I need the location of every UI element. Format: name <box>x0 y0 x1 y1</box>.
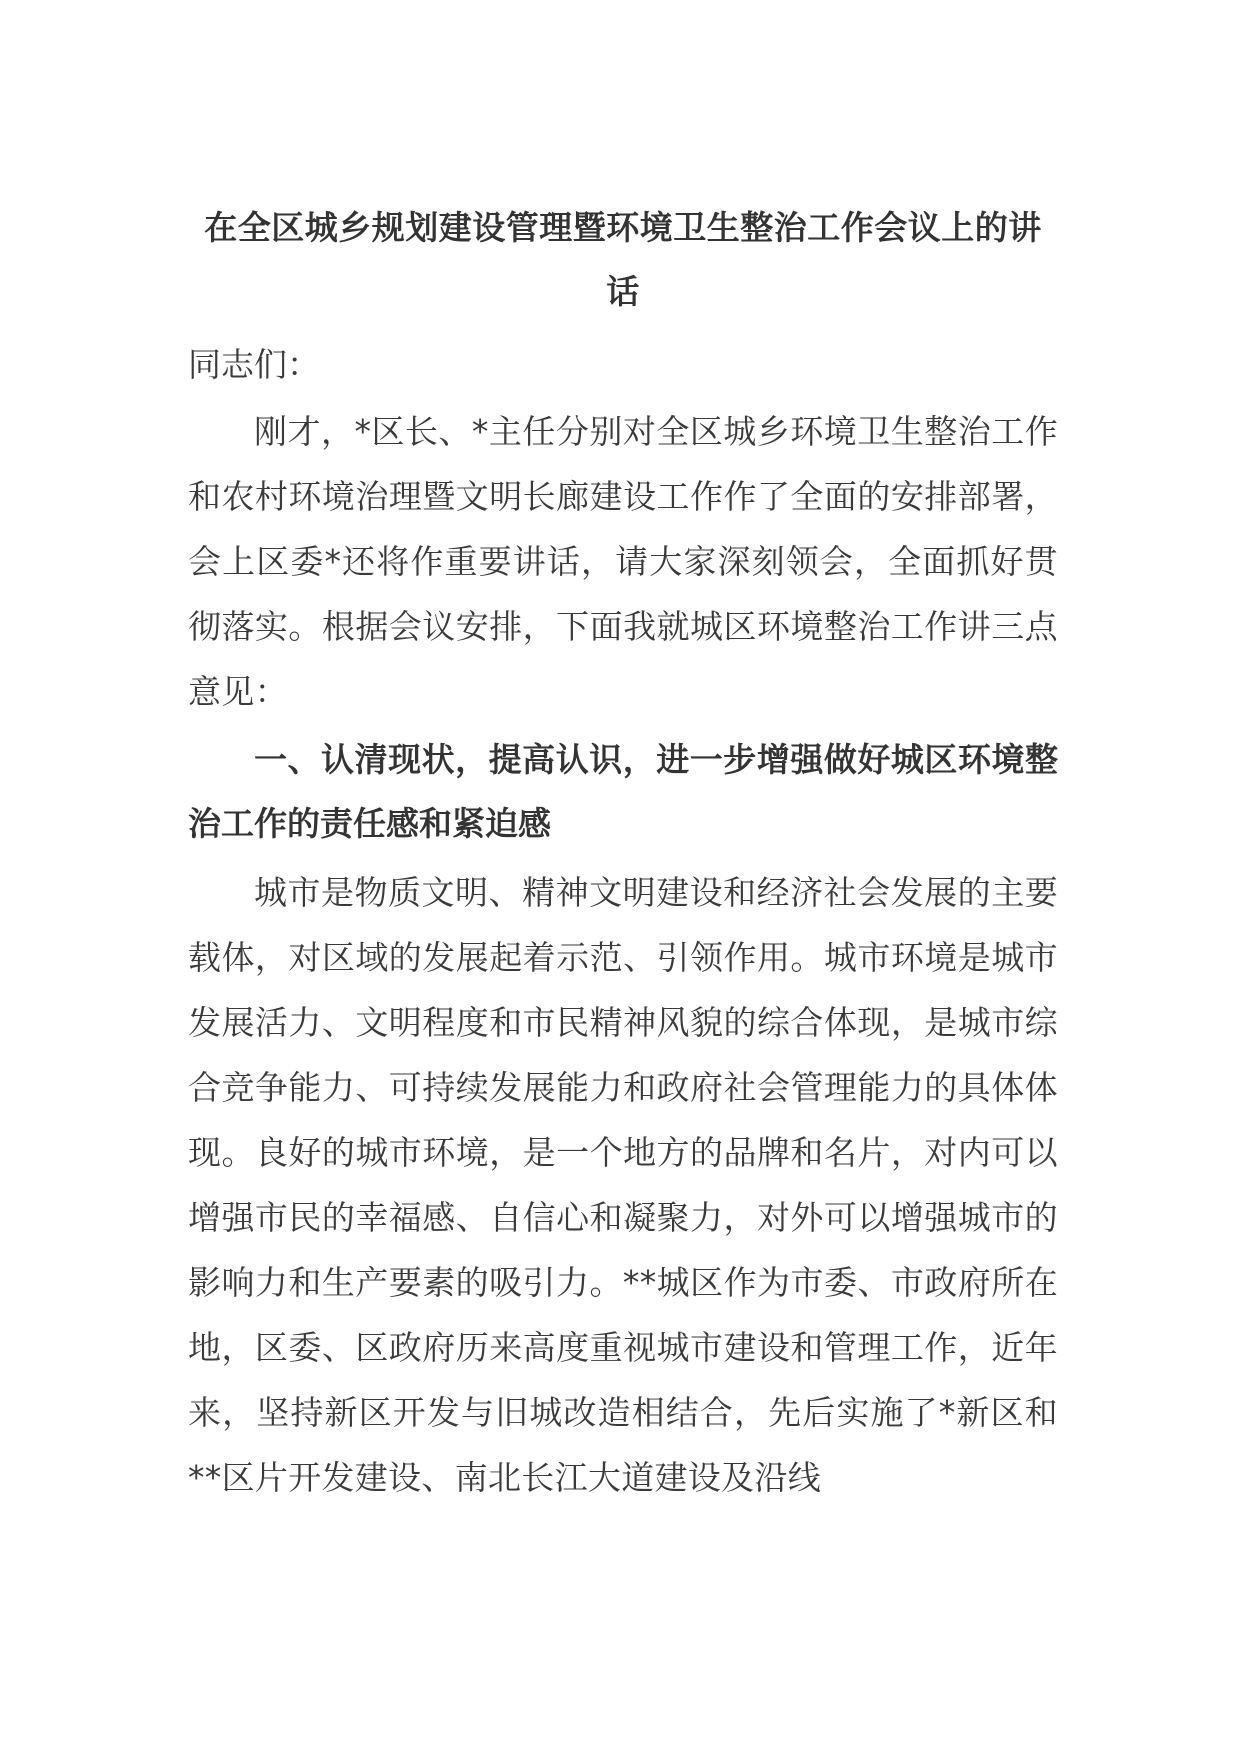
paragraph-body: 城市是物质文明、精神文明建设和经济社会发展的主要载体，对区域的发展起着示范、引领作用。城市环境是城市发展活力、文明程度和市民精神风貌的综合体现，是城市综合竞争能力、可持续发展能力和政府社会管理能力的具体体现。良好的城市环境，是一个地方的品牌和名片，对内可以增强市民的幸福感、自信心和凝聚力，对外可以增强城市的影响力和生产要素的吸引力。**城区作为市委、市政府所在地，区委、区政府历来高度重视城市建设和管理工作，近年来，坚持新区开发与旧城改造相结合，先后实施了*新区和**区片开发建设、南北长江大道建设及沿线 <box>188 873 1058 1497</box>
document-title: 在全区城乡规划建设管理暨环境卫生整治工作会议上的讲话 <box>204 208 1042 311</box>
document-body <box>188 196 1058 1510</box>
salutation: 同志们： <box>188 345 320 384</box>
section-heading-1: 一、认清现状，提高认识，进一步增强做好城区环境整治工作的责任感和紧迫感 <box>188 740 1058 843</box>
paragraph-intro: 刚才，*区长、*主任分别对全区城乡环境卫生整治工作和农村环境治理暨文明长廊建设工作作了全面的安排部署，会上区委*还将作重要讲话，请大家深刻领会，全面抓好贯彻落实。根据会议安排，下面我就城区环境整治工作讲三点意见： <box>188 412 1058 711</box>
